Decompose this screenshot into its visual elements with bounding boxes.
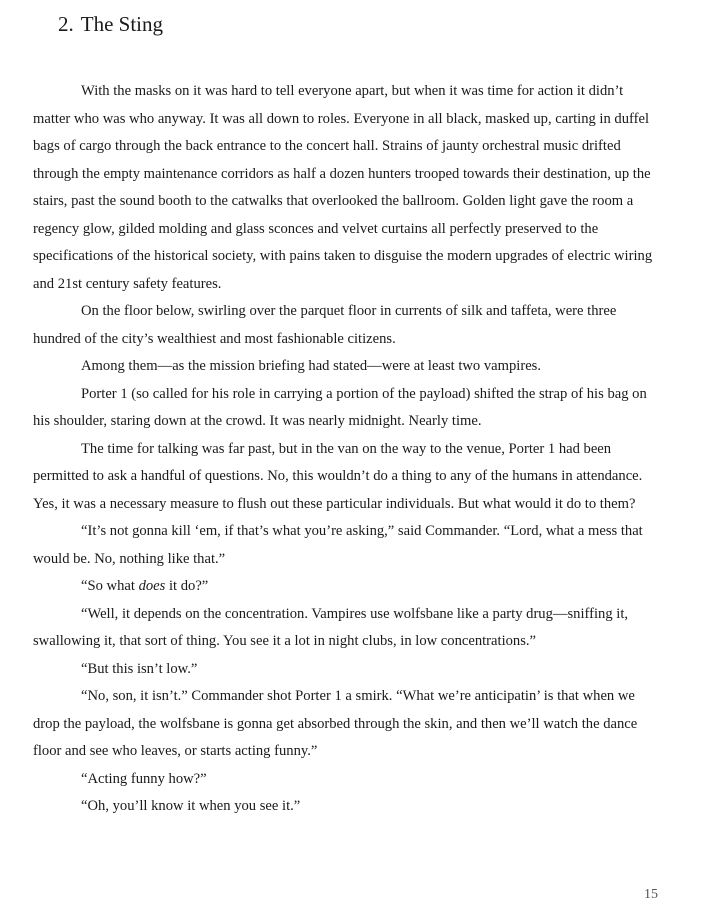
chapter-heading bbox=[58, 10, 163, 38]
paragraph: “Oh, you’ll know it when you see it.” bbox=[81, 798, 301, 814]
paragraph bbox=[33, 573, 660, 601]
paragraph: Among them—as the mission briefing had stated—were at least two vampires. bbox=[81, 358, 542, 374]
paragraph: “But this isn’t low.” bbox=[81, 660, 198, 677]
paragraph: “Acting funny how?” bbox=[81, 770, 207, 787]
dialogue-before: “So what bbox=[81, 578, 139, 594]
emphasized-word: does bbox=[138, 578, 166, 594]
paragraph: “It’s not gonna kill ‘em, if that’s what you’re asking,” said Commander. “Lord, what a mess that would be. No, nothing like that.” bbox=[33, 523, 643, 567]
paragraph: “No, son, it isn’t.” Commander shot Porter 1 a smirk. “What we’re anticipatin’ is that when we drop the payload, the wolfsbane is gonna get absorbed through the skin, and then we’ll watch the dance floor and see who leaves, or starts acting funny.” bbox=[33, 688, 638, 759]
paragraph: Porter 1 (so called for his role in carrying a portion of the payload) shifted the strap of his bag on his shoulder, staring down at the crowd. It was nearly midnight. Nearly time. bbox=[33, 385, 647, 429]
paragraph: “Well, it depends on the concentration. Vampires use wolfsbane like a party drug—sniffing it, swallowing it, that sort of thing. You see it a lot in night clubs, in low concentrations.” bbox=[33, 605, 629, 649]
paragraph: With the masks on it was hard to tell everyone apart, but when it was time for action it didn’t matter who was who anyway. It was all down to roles. Everyone in all black, masked up, carting in duffel bags of cargo through the back entrance to the concert hall. Strains of jaunty orchestral music drifted through the empty maintenance corridors as half a dozen hunters trooped towards their destination, up the stairs, past the sound booth to the catwalks that overlooked the ballroom. Golden light gave the room a regency glow, gilded molding and glass sconces and velvet curtains all perfectly preserved to the specifications of the historical society, with pains taken to disguise the modern upgrades of electric wiring and 21st century safety features. bbox=[33, 83, 653, 292]
chapter-title: The Sting bbox=[80, 12, 163, 36]
page-number: 15 bbox=[644, 887, 658, 902]
dialogue-after: it do?” bbox=[165, 578, 209, 594]
paragraph: The time for talking was far past, but in the van on the way to the venue, Porter 1 had been permitted to ask a handful of questions. No, this wouldn’t do a thing to any of the humans in attendance. Yes, it was a necessary measure to flush out these particular individuals. But what would it do to them? bbox=[33, 440, 643, 512]
body-text bbox=[33, 78, 660, 821]
chapter-number: 2. bbox=[58, 12, 74, 36]
paragraph: On the floor below, swirling over the parquet floor in currents of silk and taffeta, were three hundred of the city’s wealthiest and most fashionable citizens. bbox=[33, 303, 617, 347]
